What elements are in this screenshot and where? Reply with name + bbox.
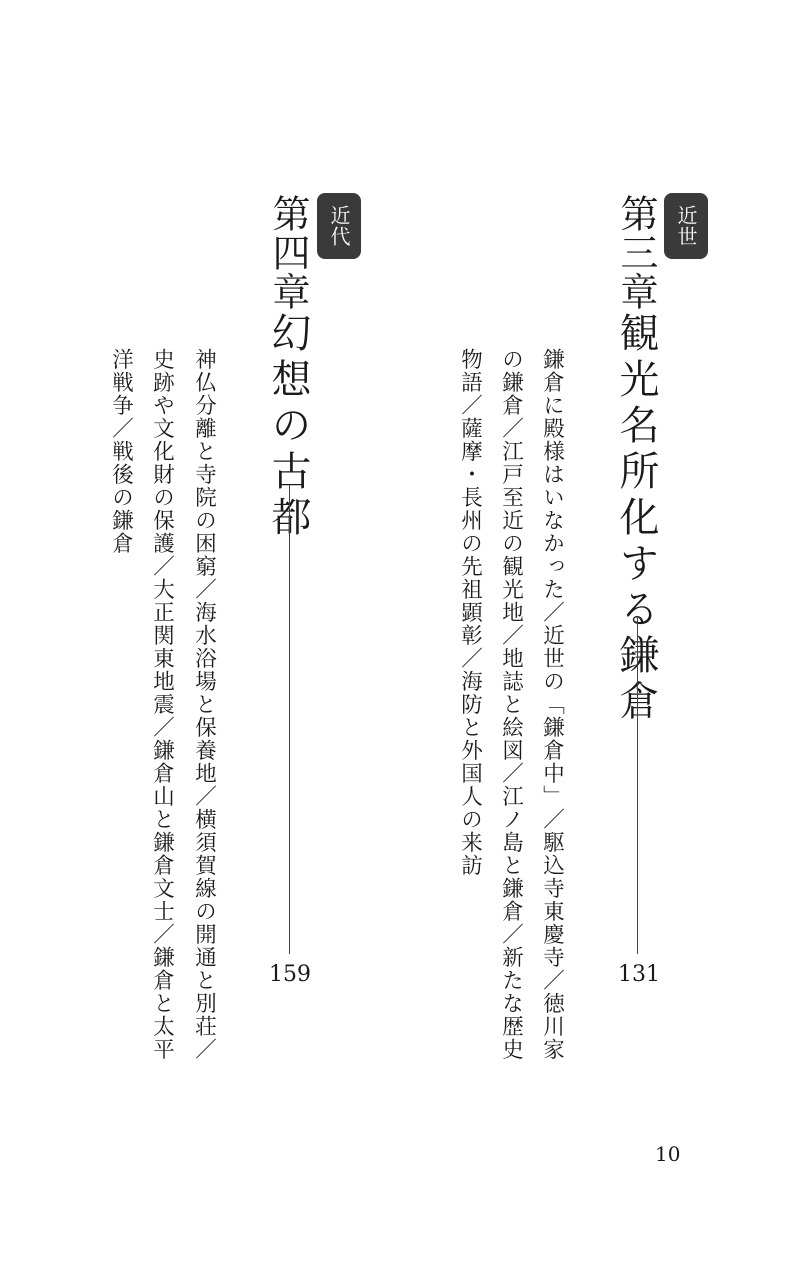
chapter4-leader-rule xyxy=(289,485,290,954)
chapter3-sections-line-3: 物語／薩摩・長州の先祖顕彰／海防と外国人の来訪 xyxy=(457,348,483,877)
chapter3-title: 観光名所化する鎌倉 xyxy=(613,312,659,726)
folio-page-number: 10 xyxy=(655,1142,681,1166)
chapter3-number: 第三章 xyxy=(614,194,658,311)
chapter4-sections-line-3: 洋戦争／戦後の鎌倉 xyxy=(108,348,134,555)
chapter4-page-number: 159 xyxy=(269,962,311,987)
chapter4-sections-line-1: 神仏分離と寺院の困窮／海水浴場と保養地／横須賀線の開通と別荘／ xyxy=(191,348,217,1061)
chapter3-sections-line-2: の鎌倉／江戸至近の観光地／地誌と絵図／江ノ島と鎌倉／新たな歴史 xyxy=(498,348,524,1061)
chapter3-page-number: 131 xyxy=(618,962,660,987)
chapter3-sections-line-1: 鎌倉に殿様はいなかった／近世の「鎌倉中」／駆込寺東慶寺／徳川家 xyxy=(539,348,565,1061)
chapter4-era-badge: 近代 xyxy=(317,193,361,259)
chapter4-number: 第四章 xyxy=(266,194,310,311)
chapter4-title: 幻想の古都 xyxy=(265,312,311,542)
chapter3-era-badge: 近世 xyxy=(664,193,708,259)
chapter4-sections-line-2: 史跡や文化財の保護／大正関東地震／鎌倉山と鎌倉文士／鎌倉と太平 xyxy=(149,348,175,1061)
chapter3-leader-rule xyxy=(637,618,638,954)
